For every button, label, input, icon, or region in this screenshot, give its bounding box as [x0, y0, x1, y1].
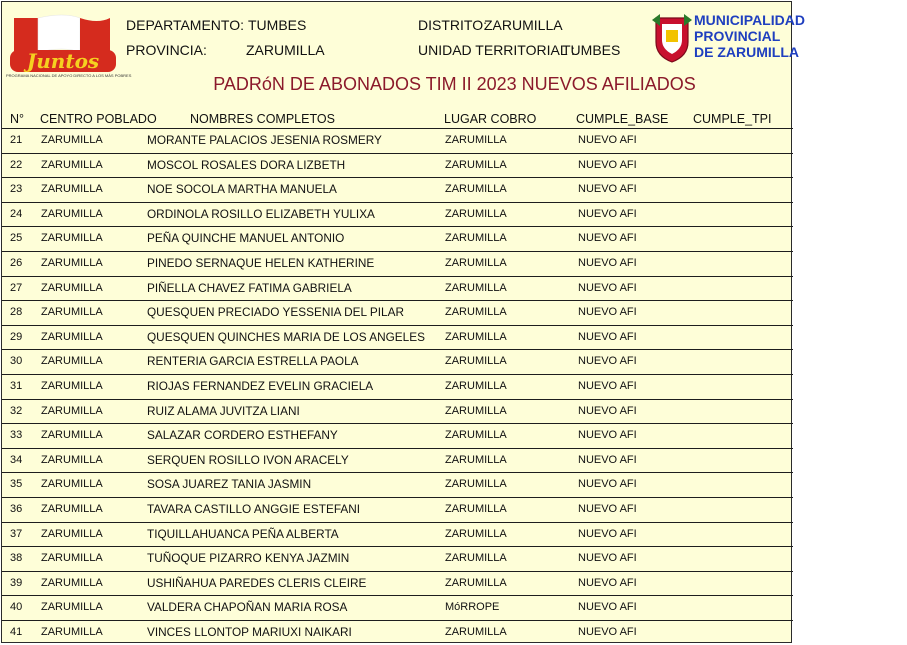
- table-row: [2, 571, 793, 596]
- row-lugar-cobro: ZARUMILLA: [445, 552, 507, 565]
- table-row: [2, 620, 793, 645]
- municipalidad-logo: [652, 10, 805, 66]
- row-centro-poblado: ZARUMILLA: [41, 207, 103, 220]
- row-centro-poblado: ZARUMILLA: [41, 601, 103, 614]
- row-cumple-base: NUEVO AFI: [578, 306, 637, 319]
- row-cumple-base: NUEVO AFI: [578, 453, 637, 466]
- row-centro-poblado: ZARUMILLA: [41, 306, 103, 319]
- row-centro-poblado: ZARUMILLA: [41, 404, 103, 417]
- row-lugar-cobro: ZARUMILLA: [445, 429, 507, 442]
- row-lugar-cobro: ZARUMILLA: [445, 355, 507, 368]
- row-number: 37: [10, 527, 23, 540]
- row-lugar-cobro: ZARUMILLA: [445, 306, 507, 319]
- distrito-label: DISTRITO:: [418, 17, 487, 33]
- table-row: [2, 374, 793, 399]
- row-number: 27: [10, 281, 23, 294]
- table-row: [2, 546, 793, 571]
- table-row: [2, 251, 793, 276]
- row-number: 23: [10, 183, 23, 196]
- table-row: [2, 423, 793, 448]
- row-lugar-cobro: ZARUMILLA: [445, 183, 507, 196]
- row-number: 38: [10, 552, 23, 565]
- table-row: [2, 128, 793, 153]
- unidad-territorial-value: TUMBES: [562, 42, 621, 58]
- row-nombre: TUÑOQUE PIZARRO KENYA JAZMIN: [147, 551, 350, 566]
- row-centro-poblado: ZARUMILLA: [41, 281, 103, 294]
- row-centro-poblado: ZARUMILLA: [41, 502, 103, 515]
- row-nombre: USHIÑAHUA PAREDES CLERIS CLEIRE: [147, 575, 367, 590]
- row-nombre: VALDERA CHAPOÑAN MARIA ROSA: [147, 600, 348, 615]
- row-cumple-base: NUEVO AFI: [578, 502, 637, 515]
- provincia-label: PROVINCIA:: [126, 42, 207, 58]
- row-cumple-base: NUEVO AFI: [578, 576, 637, 589]
- row-nombre: QUESQUEN PRECIADO YESSENIA DEL PILAR: [147, 305, 404, 320]
- row-centro-poblado: ZARUMILLA: [41, 429, 103, 442]
- row-number: 32: [10, 404, 23, 417]
- table-row: [2, 349, 793, 374]
- row-number: 21: [10, 134, 23, 146]
- row-centro-poblado: ZARUMILLA: [41, 183, 103, 196]
- row-lugar-cobro: ZARUMILLA: [445, 576, 507, 589]
- row-nombre: RIOJAS FERNANDEZ EVELIN GRACIELA: [147, 378, 374, 393]
- juntos-logo-text: Juntos: [26, 49, 100, 73]
- row-number: 30: [10, 355, 23, 368]
- row-number: 25: [10, 232, 23, 245]
- row-lugar-cobro: ZARUMILLA: [445, 527, 507, 540]
- row-lugar-cobro: ZARUMILLA: [445, 134, 507, 146]
- row-lugar-cobro: ZARUMILLA: [445, 158, 507, 171]
- row-nombre: RUIZ ALAMA JUVITZA LIANI: [147, 403, 300, 418]
- municipalidad-line-3: DE ZARUMILLA: [694, 44, 799, 60]
- row-lugar-cobro: ZARUMILLA: [445, 502, 507, 515]
- row-cumple-base: NUEVO AFI: [578, 183, 637, 196]
- juntos-logo-subtitle: PROGRAMA NACIONAL DE APOYO DIRECTO A LOS MÁS POBRES: [6, 73, 132, 78]
- row-nombre: NOE SOCOLA MARTHA MANUELA: [147, 182, 337, 197]
- table-row: [2, 153, 793, 178]
- table-row: [2, 522, 793, 547]
- column-header-centro: CENTRO POBLADO: [40, 112, 157, 126]
- row-nombre: SALAZAR CORDERO ESTHEFANY: [147, 428, 338, 443]
- row-lugar-cobro: ZARUMILLA: [445, 207, 507, 220]
- row-number: 22: [10, 158, 23, 171]
- row-lugar-cobro: ZARUMILLA: [445, 625, 507, 638]
- row-number: 28: [10, 306, 23, 319]
- row-cumple-base: NUEVO AFI: [578, 355, 637, 368]
- row-nombre: QUESQUEN QUINCHES MARIA DE LOS ANGELES: [147, 329, 425, 344]
- table-row: [2, 177, 793, 202]
- municipalidad-line-1: MUNICIPALIDAD: [694, 12, 805, 28]
- table-row: [2, 448, 793, 473]
- table-row: [2, 202, 793, 227]
- table-row: [2, 226, 793, 251]
- column-header-n: N°: [10, 112, 25, 126]
- row-nombre: ORDINOLA ROSILLO ELIZABETH YULIXA: [147, 206, 375, 221]
- row-centro-poblado: ZARUMILLA: [41, 625, 103, 638]
- row-cumple-base: NUEVO AFI: [578, 232, 637, 245]
- row-lugar-cobro: ZARUMILLA: [445, 404, 507, 417]
- row-cumple-base: NUEVO AFI: [578, 478, 637, 491]
- row-centro-poblado: ZARUMILLA: [41, 330, 103, 343]
- provincia-value: ZARUMILLA: [246, 42, 325, 58]
- row-lugar-cobro: ZARUMILLA: [445, 232, 507, 245]
- row-centro-poblado: ZARUMILLA: [41, 355, 103, 368]
- juntos-logo: [6, 12, 132, 80]
- row-centro-poblado: ZARUMILLA: [41, 232, 103, 245]
- row-number: 29: [10, 330, 23, 343]
- table-row: [2, 595, 793, 620]
- page-title: PADRóN DE ABONADOS TIM II 2023 NUEVOS AFILIADOS: [213, 74, 696, 94]
- row-nombre: RENTERIA GARCIA ESTRELLA PAOLA: [147, 354, 359, 369]
- departamento-label: DEPARTAMENTO:: [126, 17, 244, 33]
- departamento-value: TUMBES: [248, 17, 307, 33]
- row-nombre: SOSA JUAREZ TANIA JASMIN: [147, 477, 312, 492]
- row-number: 33: [10, 429, 23, 442]
- row-centro-poblado: ZARUMILLA: [41, 158, 103, 171]
- row-centro-poblado: ZARUMILLA: [41, 379, 103, 392]
- row-nombre: PINEDO SERNAQUE HELEN KATHERINE: [147, 255, 375, 270]
- table-row: [2, 276, 793, 301]
- row-number: 40: [10, 601, 23, 614]
- row-nombre: PIÑELLA CHAVEZ FATIMA GABRIELA: [147, 280, 352, 295]
- table-row: [2, 497, 793, 522]
- row-lugar-cobro: ZARUMILLA: [445, 256, 507, 269]
- row-nombre: PEÑA QUINCHE MANUEL ANTONIO: [147, 231, 345, 246]
- row-cumple-base: NUEVO AFI: [578, 404, 637, 417]
- row-centro-poblado: ZARUMILLA: [41, 576, 103, 589]
- row-number: 26: [10, 256, 23, 269]
- row-cumple-base: NUEVO AFI: [578, 207, 637, 220]
- row-nombre: TIQUILLAHUANCA PEÑA ALBERTA: [147, 526, 339, 541]
- table-row: [2, 300, 793, 325]
- row-cumple-base: NUEVO AFI: [578, 256, 637, 269]
- document-page: [1, 1, 805, 643]
- row-centro-poblado: ZARUMILLA: [41, 478, 103, 491]
- row-cumple-base: NUEVO AFI: [578, 158, 637, 171]
- row-cumple-base: NUEVO AFI: [578, 625, 637, 638]
- column-header-lugar: LUGAR COBRO: [444, 112, 537, 126]
- row-nombre: MOSCOL ROSALES DORA LIZBETH: [147, 157, 346, 172]
- row-cumple-base: NUEVO AFI: [578, 281, 637, 294]
- row-lugar-cobro: ZARUMILLA: [445, 281, 507, 294]
- row-lugar-cobro: ZARUMILLA: [445, 478, 507, 491]
- row-number: 35: [10, 478, 23, 491]
- row-nombre: VINCES LLONTOP MARIUXI NAIKARI: [147, 624, 352, 639]
- row-centro-poblado: ZARUMILLA: [41, 552, 103, 565]
- row-cumple-base: NUEVO AFI: [578, 552, 637, 565]
- row-centro-poblado: ZARUMILLA: [41, 527, 103, 540]
- row-centro-poblado: ZARUMILLA: [41, 134, 103, 146]
- table-row: [2, 399, 793, 424]
- coat-of-arms-icon: [652, 12, 692, 64]
- row-cumple-base: NUEVO AFI: [578, 527, 637, 540]
- row-number: 36: [10, 502, 23, 515]
- row-number: 34: [10, 453, 23, 466]
- row-lugar-cobro: MóRROPE: [445, 601, 500, 614]
- row-lugar-cobro: ZARUMILLA: [445, 379, 507, 392]
- column-header-nombres: NOMBRES COMPLETOS: [190, 112, 335, 126]
- row-cumple-base: NUEVO AFI: [578, 429, 637, 442]
- row-centro-poblado: ZARUMILLA: [41, 453, 103, 466]
- row-centro-poblado: ZARUMILLA: [41, 256, 103, 269]
- row-nombre: SERQUEN ROSILLO IVON ARACELY: [147, 452, 349, 467]
- unidad-territorial-label: UNIDAD TERRITORIAL :: [418, 42, 575, 58]
- table-row: [2, 325, 793, 350]
- row-nombre: MORANTE PALACIOS JESENIA ROSMERY: [147, 133, 382, 147]
- row-cumple-base: NUEVO AFI: [578, 601, 637, 614]
- row-number: 39: [10, 576, 23, 589]
- row-cumple-base: NUEVO AFI: [578, 134, 637, 146]
- row-number: 31: [10, 379, 23, 392]
- municipalidad-line-2: PROVINCIAL: [694, 28, 781, 44]
- row-lugar-cobro: ZARUMILLA: [445, 453, 507, 466]
- row-cumple-base: NUEVO AFI: [578, 379, 637, 392]
- affiliates-table: [2, 128, 793, 644]
- column-header-tpi: CUMPLE_TPI: [693, 112, 772, 126]
- row-number: 24: [10, 207, 23, 220]
- column-header-base: CUMPLE_BASE: [576, 112, 669, 126]
- distrito-value: ZARUMILLA: [484, 17, 563, 33]
- table-row: [2, 472, 793, 497]
- row-number: 41: [10, 625, 23, 638]
- row-cumple-base: NUEVO AFI: [578, 330, 637, 343]
- row-lugar-cobro: ZARUMILLA: [445, 330, 507, 343]
- row-nombre: TAVARA CASTILLO ANGGIE ESTEFANI: [147, 501, 361, 516]
